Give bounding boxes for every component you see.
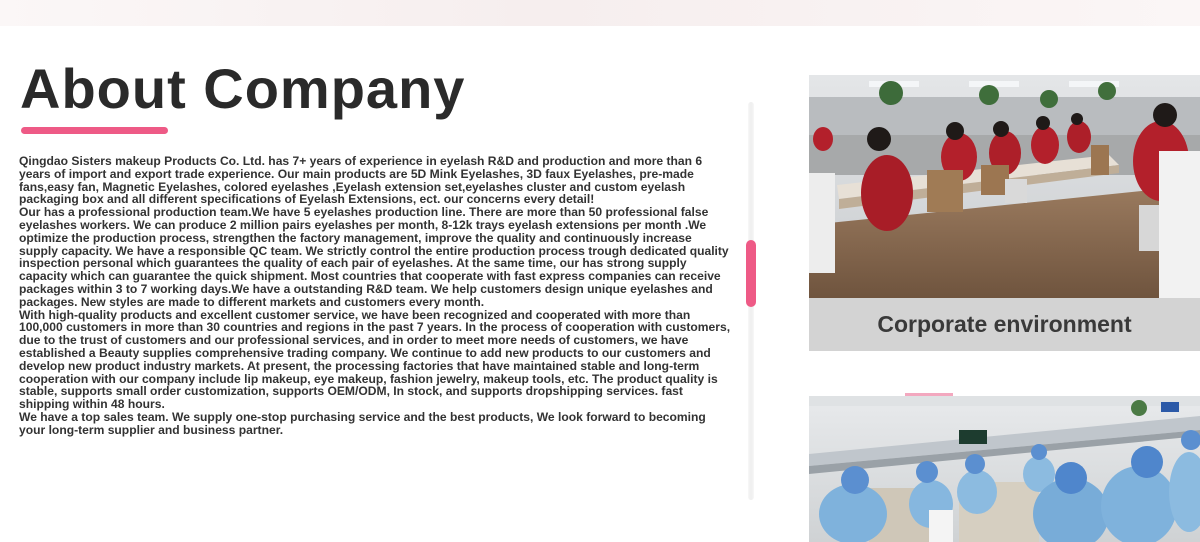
production-workshop-card[interactable]	[809, 396, 1200, 542]
corporate-environment-card[interactable]	[809, 75, 1200, 351]
company-description	[19, 155, 731, 437]
description-paragraph: Our has a professional production team.We have 5 eyelashes production line. There are more than 50 professional false eyelashes workers. We can produce 2 million pairs eyelashes per month, 8-12k trays eyelash extensions per month .We optimize the production process, strengthen the factory management, improve the quality and continuously increase supply capacity. We have a responsible QC team. We strictly control the entire production process trough dedicated quality inspection personal which guarantees the quality of each pair of eyelashes. At the same time, our has strong supply capacity which can guarantee the quick shipment. Most countries that cooperate with fast express companies can receive packages within 3 to 7 working days.We have a outstanding R&D team. We help customers design unique eyelashes and packages. New styles are made to different markets and customers every month.	[19, 205, 729, 309]
top-banner-strip	[0, 0, 1200, 26]
title-underline	[21, 127, 168, 134]
description-paragraph: Qingdao Sisters makeup Products Co. Ltd. has 7+ years of experience in eyelash R&D and production and more than 6 years of import and export trade experience. Our main products are 5D Mink Eyelashes, 3D faux Eyelashes, pre-made fans,easy fan, Magnetic Eyelashes, colored eyelashes ,Eyelash extension set,eyelashes cluster and custom eyelash packaging box and all different specifications of Eyelash Extensions, ect. our concerns every detail!	[19, 154, 703, 207]
office-photo	[809, 75, 1200, 298]
scrollbar-thumb[interactable]	[746, 240, 756, 307]
page-title: About Company	[20, 57, 466, 120]
description-paragraph: We have a top sales team. We supply one-stop purchasing service and the best products, We look forward to becoming your long-term supplier and business partner.	[19, 409, 706, 437]
workshop-photo	[809, 396, 1200, 542]
corporate-environment-caption: Corporate environment	[809, 298, 1200, 351]
description-paragraph: With high-quality products and excellent customer service, we have been recognized and cooperated with more than 100,000 customers in more than 30 countries and regions in the past 7 years. In the process of cooperation with customers, due to the trust of customers and our professional services, and in order to meet more needs of customers, we have established a Beauty supplies comprehensive trading company. We continue to add new products to our customers and develop new product industry markets. At present, the processing factories that have maintained stable and long-term cooperation with our company include lip makeup, eye makeup, fashion jewelry, makeup tools, etc. The product quality is stable, supports small order customization, supports OEM/ODM, In stock, and supports dropshipping services. fast shipping within 48 hours.	[19, 307, 731, 412]
